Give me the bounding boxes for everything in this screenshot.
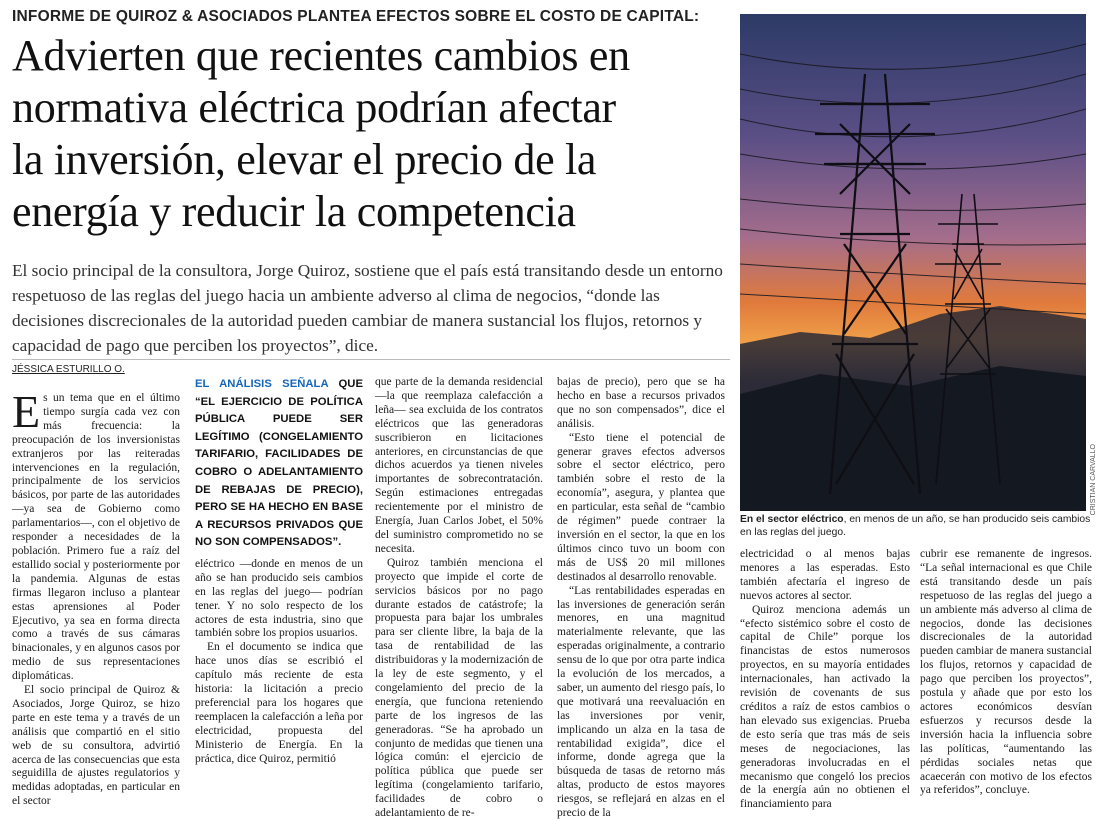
article-column-1 [12, 386, 180, 809]
paragraph: Quiroz menciona además un “efecto sistémico sobre el costo de capital de Chile” porque los financistas de estos numerosos proyectos, en su mayoría entidades internacionales, han activado la revisión de covenants de sus créditos a raíz de estos cambios o han elevado sus exigencias. Prueba de esto sería que tras más de seis meses de negociaciones, las generadoras involucradas en el mecanismo que congeló los precios de la energía aún no obtienen el financiamiento para [740, 603, 910, 811]
headline-line: normativa eléctrica podrían afectar [12, 83, 616, 132]
divider [12, 359, 730, 360]
article-column-5 [740, 548, 910, 812]
paragraph: En el documento se indica que hace unos días se escribió el capítulo más reciente de esta historia: la licitación a precio preferencial para los hogares que reemplacen la calefacción a leña por electricidad, propuesta del Ministerio de Energía. En la práctica, dice Quiroz, permitió [195, 641, 363, 765]
headline-line: la inversión, elevar el precio de la [12, 135, 597, 184]
pull-quote-text: QUE “EL EJERCICIO DE POLÍTICA PÚBLICA PUEDE SER LEGÍTIMO (CONGELAMIENTO TARIFARIO, FACILIDADES DE COBRO O ADELANTAMIENTO DE REBAJAS DE PRECIO), PERO SE HA HECHO EN BASE A RECURSOS PRIVADOS QUE NO SON COMPENSADOS”. [195, 378, 363, 549]
headline [12, 30, 732, 238]
paragraph: El socio principal de Quiroz & Asociados, Jorge Quiroz, se hizo parte en este tema y a través de un análisis que compartió en el sitio web de su consultora, advirtió acerca de las consecuencias que esta seguidilla de ajustes regulatorios y medidas adoptadas, en particular en el sector [12, 684, 180, 808]
byline: JÉSSICA ESTURILLO O. [12, 364, 125, 375]
photo-credit: CRISTIAN CARVALLO [1090, 444, 1097, 516]
article-column-4 [557, 376, 725, 821]
paragraph: eléctrico —donde en menos de un año se han producido seis cambios en las reglas del juego— podrían tener. Y no solo respecto de los actores de esta industria, sino que también sobre los propios usuarios. [195, 557, 363, 640]
paragraph: s un tema que en el último tiempo surgía cada vez con más frecuencia: la preocupación de los inversionistas extranjeros por las reiteradas intervenciones en la regulación, principalmente de los servicios básicos, por parte de las autoridades —ya sea de Gobierno como parlamentarios—, con el objetivo de responder a necesidades de la población. Primero fue a raíz del estallido social y posteriormente por la pandemia. Algunas de estas firmas llegaron incluso a plantear estas aprensiones al Poder Ejecutivo, ya sea en forma directa como a través de sus cámaras binacionales, y en algunos casos por medio de sus representaciones diplomáticas. [12, 392, 180, 683]
headline-line: energía y reducir la competencia [12, 187, 576, 236]
power-lines-photo [740, 14, 1086, 511]
paragraph: cubrir ese remanente de ingresos. “La señal internacional es que Chile está transitando desde un país respetuoso de las reglas del juego a un ambiente más adverso al clima de negocios, donde las decisiones discrecionales de la autoridad pueden cambiar de manera sustancial los flujos, retornos y capacidad de pago que perciben los proyectos”, postula y añade que por esto los actores económicos desvían esfuerzos y recursos desde la inversión hacia la influencia sobre las políticas, “aumentando las pérdidas sociales netas que acaecerán con motivo de los efectos ya referidos”, concluye. [920, 548, 1092, 797]
pull-quote-lead: EL ANÁLISIS SEÑALA [195, 378, 329, 390]
headline-line: Advierten que recientes cambios en [12, 31, 630, 80]
paragraph: que parte de la demanda residencial —la que reemplaza calefacción a leña— sea excluida de los contratos eléctricos que las generadoras suscribieron en licitaciones anteriores, en circunstancias de que dichos acuerdos ya tienen niveles importantes de sobrecontratación. Según estimaciones entregadas recientemente por el ministro de Energía, Juan Carlos Jobet, el 50% del suministro comprometido no se necesita. [375, 376, 543, 555]
paragraph: Quiroz también menciona el proyecto que impide el corte de servicios básicos por no pago durante estados de catástrofe; la propuesta para bajar los umbrales para ser cliente libre, la baja de la tasa de rentabilidad de las distribuidoras y la modernización de la ley de este segmento, y el congelamiento del precio de la energía, que funciona reteniendo parte de los ingresos de las generadoras. “Se ha aprobado un conjunto de medidas que tienen una lógica común: el ejercicio de política pública que puede ser legítima (congelamiento tarifario, facilidades de cobro o adelantamiento de re- [375, 556, 543, 820]
article-column-3 [375, 376, 543, 821]
paragraph: “Esto tiene el potencial de generar graves efectos adversos sobre el sector eléctrico, pero también sobre el resto de la economía”, asegura, y plantea que en particular, esta señal de “cambio de régimen” puede contraer la inversión en el sector, la que en los últimos cinco tuvo un boom con más de US$ 20 mil millones destinados al desarrollo renovable. [557, 431, 725, 583]
paragraph: bajas de precio), pero que se ha hecho en base a recursos privados que no son compensados”, dice el análisis. [557, 376, 725, 430]
pull-quote [195, 376, 363, 552]
paragraph: “Las rentabilidades esperadas en las inversiones de generación serán menores, en una magnitud materialmente relevante, que las esperadas originalmente, a contrario sensu de lo que por otra parte indica la evolución de los mercados, a saber, un aumento del riesgo país, lo que motivará una reevaluación en las inversiones por venir, implicando un alza en la tasa de rentabilidad exigida”, dice el informe, donde agrega que la búsqueda de tasas de retorno más altas, producto de estos mayores riesgos, se reflejará en alzas en el precio de la [557, 584, 725, 820]
caption-text: , en menos de un año, se han producido seis cambios en las reglas del juego. [740, 514, 1091, 538]
photo-caption [740, 513, 1092, 539]
dek-summary: El socio principal de la consultora, Jorge Quiroz, sostiene que el país está transitando desde un entorno respetuoso de las reglas del juego hacia un ambiente adverso al clima de negocios, “donde las decisiones discrecionales de la autoridad pueden cambiar de manera sustancial los flujos, retornos y capacidad de pago que perciben los proyectos”, dice. [12, 261, 723, 355]
caption-bold: En el sector eléctrico [740, 514, 844, 525]
article-column-2 [195, 376, 363, 767]
paragraph: electricidad o al menos bajas menores a las esperadas. Esto también afectaría el ingreso de nuevos actores al sector. [740, 548, 910, 602]
kicker: INFORME DE QUIROZ & ASOCIADOS PLANTEA EFECTOS SOBRE EL COSTO DE CAPITAL: [12, 8, 700, 25]
article-column-6 [920, 548, 1092, 798]
dropcap: E [12, 386, 41, 437]
